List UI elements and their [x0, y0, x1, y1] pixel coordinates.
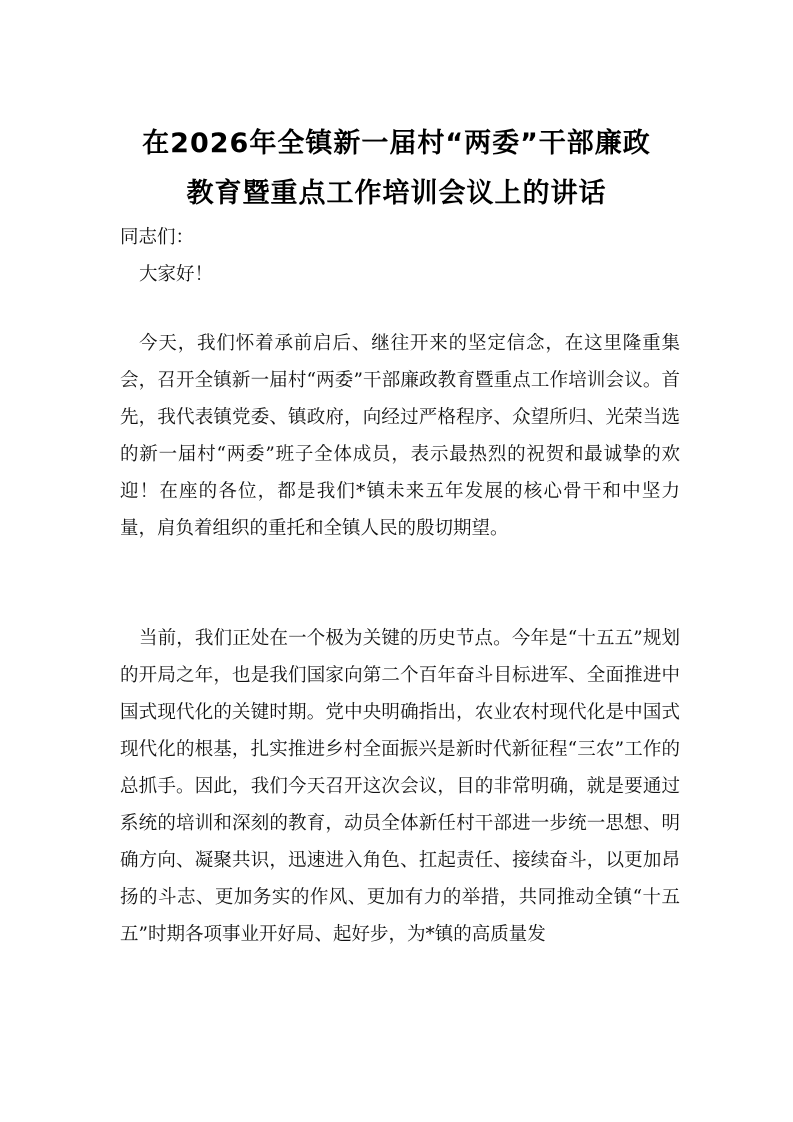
- paragraph-current-situation: 当前，我们正处在一个极为关键的历史节点。今年是“十五五”规划的开局之年，也是我们国家向第二个百年奋斗目标进军、全面推进中国式现代化的关键时期。党中央明确指出，农业农村现代化是中国式现代化的根基，扎实推进乡村全面振兴是新时代新征程“三农”工作的总抓手。因此，我们今天召开这次会议，目的非常明确，就是要通过系统的培训和深刻的教育，动员全体新任村干部进一步统一思想、明确方向、凝聚共识，迅速进入角色、扛起责任、接续奋斗，以更加昂扬的斗志、更加务实的作风、更加有力的举措，共同推动全镇“十五五”时期各项事业开好局、起好步，为*镇的高质量发: [120, 628, 680, 945]
- speech-title-line-2: 教育暨重点工作培训会议上的讲话: [186, 178, 607, 209]
- paragraph-opening: 今天，我们怀着承前启后、继往开来的坚定信念，在这里隆重集会，召开全镇新一届村“两委”干部廉政教育暨重点工作培训会议。首先，我代表镇党委、镇政府，向经过严格程序、众望所归、光荣当选的新一届村“两委”班子全体成员，表示最热烈的祝贺和最诚挚的欢迎！在座的各位，都是我们*镇未来五年发展的核心骨干和中坚力量，肩负着组织的重托和全镇人民的殷切期望。: [120, 333, 680, 539]
- speech-title-line-1: 在2026年全镇新一届村“两委”干部廉政: [142, 128, 651, 159]
- greeting: 大家好！: [139, 264, 214, 285]
- salutation: 同志们：: [120, 227, 195, 248]
